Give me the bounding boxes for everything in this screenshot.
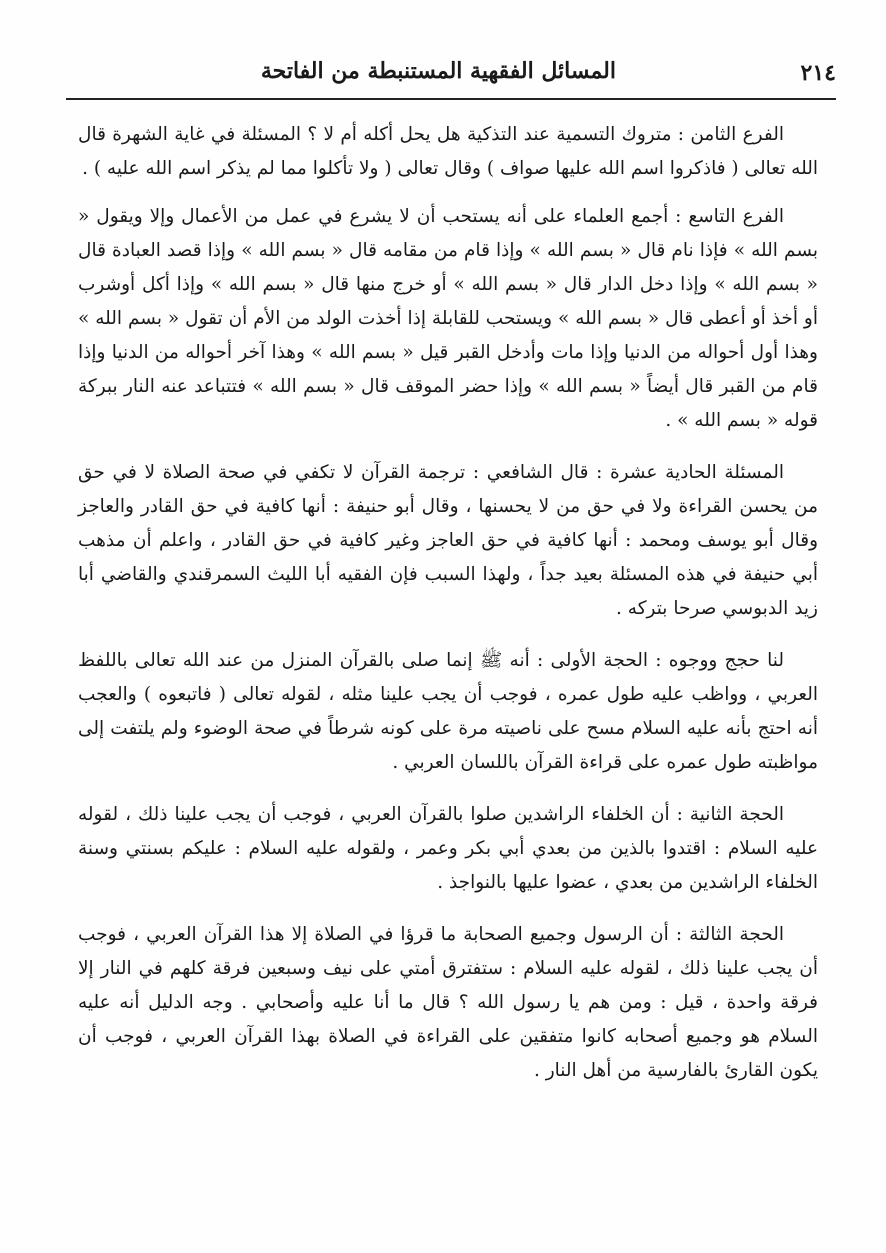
paragraph-eleventh-issue: المسئلة الحادية عشرة : قال الشافعي : ترجمة القرآن لا تكفي في صحة الصلاة لا في حق من يحسن القراءة ولا في حق من لا يحسنها ، وقال أبو حنيفة : أنها كافية في حق القادر والعاجز وقال أبو يوسف ومحمد : أنها كافية في حق العاجز وغير كافية في حق القادر ، واعلم أن مذهب أبي حنيفة في هذه المسئلة بعيد جداً ، ولهذا السبب فإن الفقيه أبا الليث السمرقندي والقاضي أبا زيد الدبوسي صرحا بتركه . (78, 462, 818, 619)
page-body (78, 118, 818, 1106)
paragraph-ninth-branch: الفرع التاسع : أجمع العلماء على أنه يستحب أن لا يشرع في عمل من الأعمال وإلا ويقول « بسم الله » فإذا نام قال « بسم الله » وإذا قام من مقامه قال « بسم الله » وإذا قصد العبادة قال « بسم الله » وإذا دخل الدار قال « بسم الله » أو خرج منها قال « بسم الله » وإذا أكل أوشرب أو أخذ أو أعطى قال « بسم الله » ويستحب للقابلة إذا أخذت الولد من الأم أن تقول « بسم الله » وهذا أول أحواله من الدنيا وإذا مات وأدخل القبر قيل « بسم الله » وهذا آخر أحواله من الدنيا وإذا قام من القبر قال أيضاً « بسم الله » وإذا حضر الموقف قال « بسم الله » فتتباعد عنه النار ببركة قوله « بسم الله » . (78, 206, 818, 431)
paragraph-second-argument: الحجة الثانية : أن الخلفاء الراشدين صلوا بالقرآن العربي ، فوجب أن يجب علينا ذلك ، لقوله عليه السلام : اقتدوا بالذين من بعدي أبي بكر وعمر ، ولقوله عليه السلام : عليكم بسنتي وسنة الخلفاء الراشدين من بعدي ، عضوا عليها بالنواجذ . (78, 804, 818, 893)
page-number: ٢١٤ (800, 60, 836, 86)
paragraph-first-argument: لنا حجج ووجوه : الحجة الأولى : أنه ﷺ إنما صلى بالقرآن المنزل من عند الله تعالى باللفظ العربي ، وواظب عليه طول عمره ، فوجب أن يجب علينا مثله ، لقوله تعالى ( فاتبعوه ) والعجب أنه احتج بأنه عليه السلام مسح على ناصيته مرة على كونه شرطاً في صحة الوضوء ولم يلتفت إلى مواظبته طول عمره على قراءة القرآن باللسان العربي . (78, 650, 818, 773)
paragraph-third-argument: الحجة الثالثة : أن الرسول وجميع الصحابة ما قرؤا في الصلاة إلا هذا القرآن العربي ، فوجب أن يجب علينا ذلك ، لقوله عليه السلام : ستفترق أمتي على نيف وسبعين فرقة كلهم في النار إلا فرقة واحدة ، قيل : ومن هم يا رسول الله ؟ قال ما أنا عليه وأصحابي . وجه الدليل أنه عليه السلام هو وجميع أصحابه كانوا متفقين على القراءة في الصلاة بهذا القرآن العربي ، فوجب أن يكون القارئ بالفارسية من أهل النار . (78, 924, 818, 1081)
running-title: المسائل الفقهية المستنبطة من الفاتحة (260, 58, 616, 84)
header-rule (66, 98, 836, 100)
page-header (66, 52, 836, 96)
paragraph-eighth-branch: الفرع الثامن : متروك التسمية عند التذكية هل يحل أكله أم لا ؟ المسئلة في غاية الشهرة قال الله تعالى ( فاذكروا اسم الله عليها صواف ) وقال تعالى ( ولا تأكلوا مما لم يذكر اسم الله عليه ) . (78, 124, 818, 179)
